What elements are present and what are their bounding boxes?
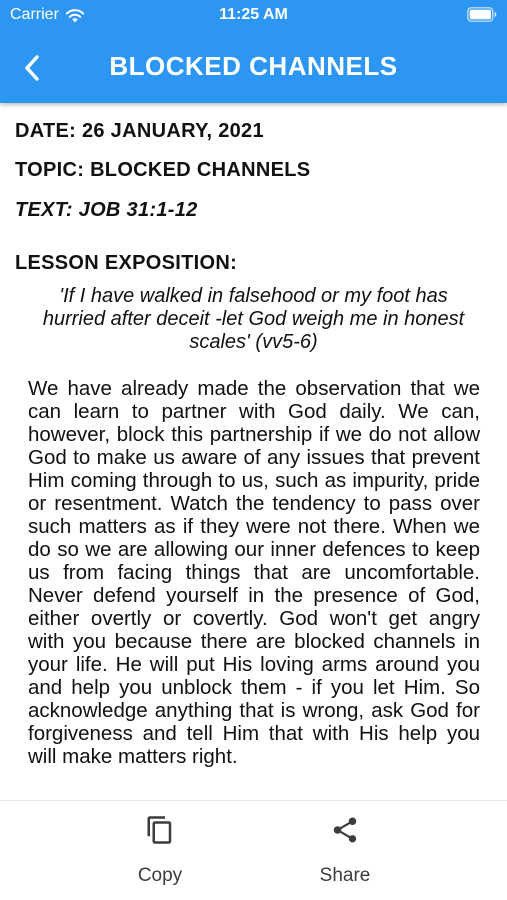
battery-icon (467, 7, 497, 22)
lesson-content[interactable] (0, 103, 507, 800)
exposition-heading: LESSON EXPOSITION: (15, 252, 238, 274)
carrier-label: Carrier (10, 6, 59, 23)
scripture-quote: 'If I have walked in falsehood or my foot has hurried after deceit -let God weigh me in honest scales' (vv5-6) (42, 285, 465, 353)
status-time: 11:25 AM (219, 6, 288, 23)
copy-label: Copy (137, 865, 183, 886)
lesson-date: DATE: 26 JANUARY, 2021 (15, 120, 264, 142)
copy-button[interactable] (105, 815, 215, 891)
lesson-body: We have already made the observation that we can learn to partner with God daily. We can, however, block this partnership if we do not allow God to make us aware of any issues that prevent Him coming through to us, such as impurity, pride or resentment. Watch the tendency to pass over such matters as if they were not there. When we do so we are allowing our inner defences to keep us from facing things that are uncomfortable. Never defend yourself in the presence of God, either overtly or covertly. God won't get angry with you because there are blocked channels in your life. He will put His loving arms around you and help you unblock them - if you let Him. So acknowledge anything that is wrong, ask God for forgiveness and tell Him that with His help you will make matters right. (28, 377, 480, 768)
app-header (0, 0, 507, 103)
page-title: BLOCKED CHANNELS (109, 51, 398, 81)
status-bar (0, 0, 507, 32)
navigation-bar (0, 38, 507, 96)
bottom-action-bar (0, 800, 507, 900)
copy-icon (145, 815, 175, 845)
lesson-text-reference: TEXT: JOB 31:1-12 (15, 199, 198, 221)
share-label: Share (319, 865, 371, 886)
lesson-topic: TOPIC: BLOCKED CHANNELS (15, 159, 311, 181)
share-button[interactable] (290, 815, 400, 891)
share-icon (330, 815, 360, 845)
